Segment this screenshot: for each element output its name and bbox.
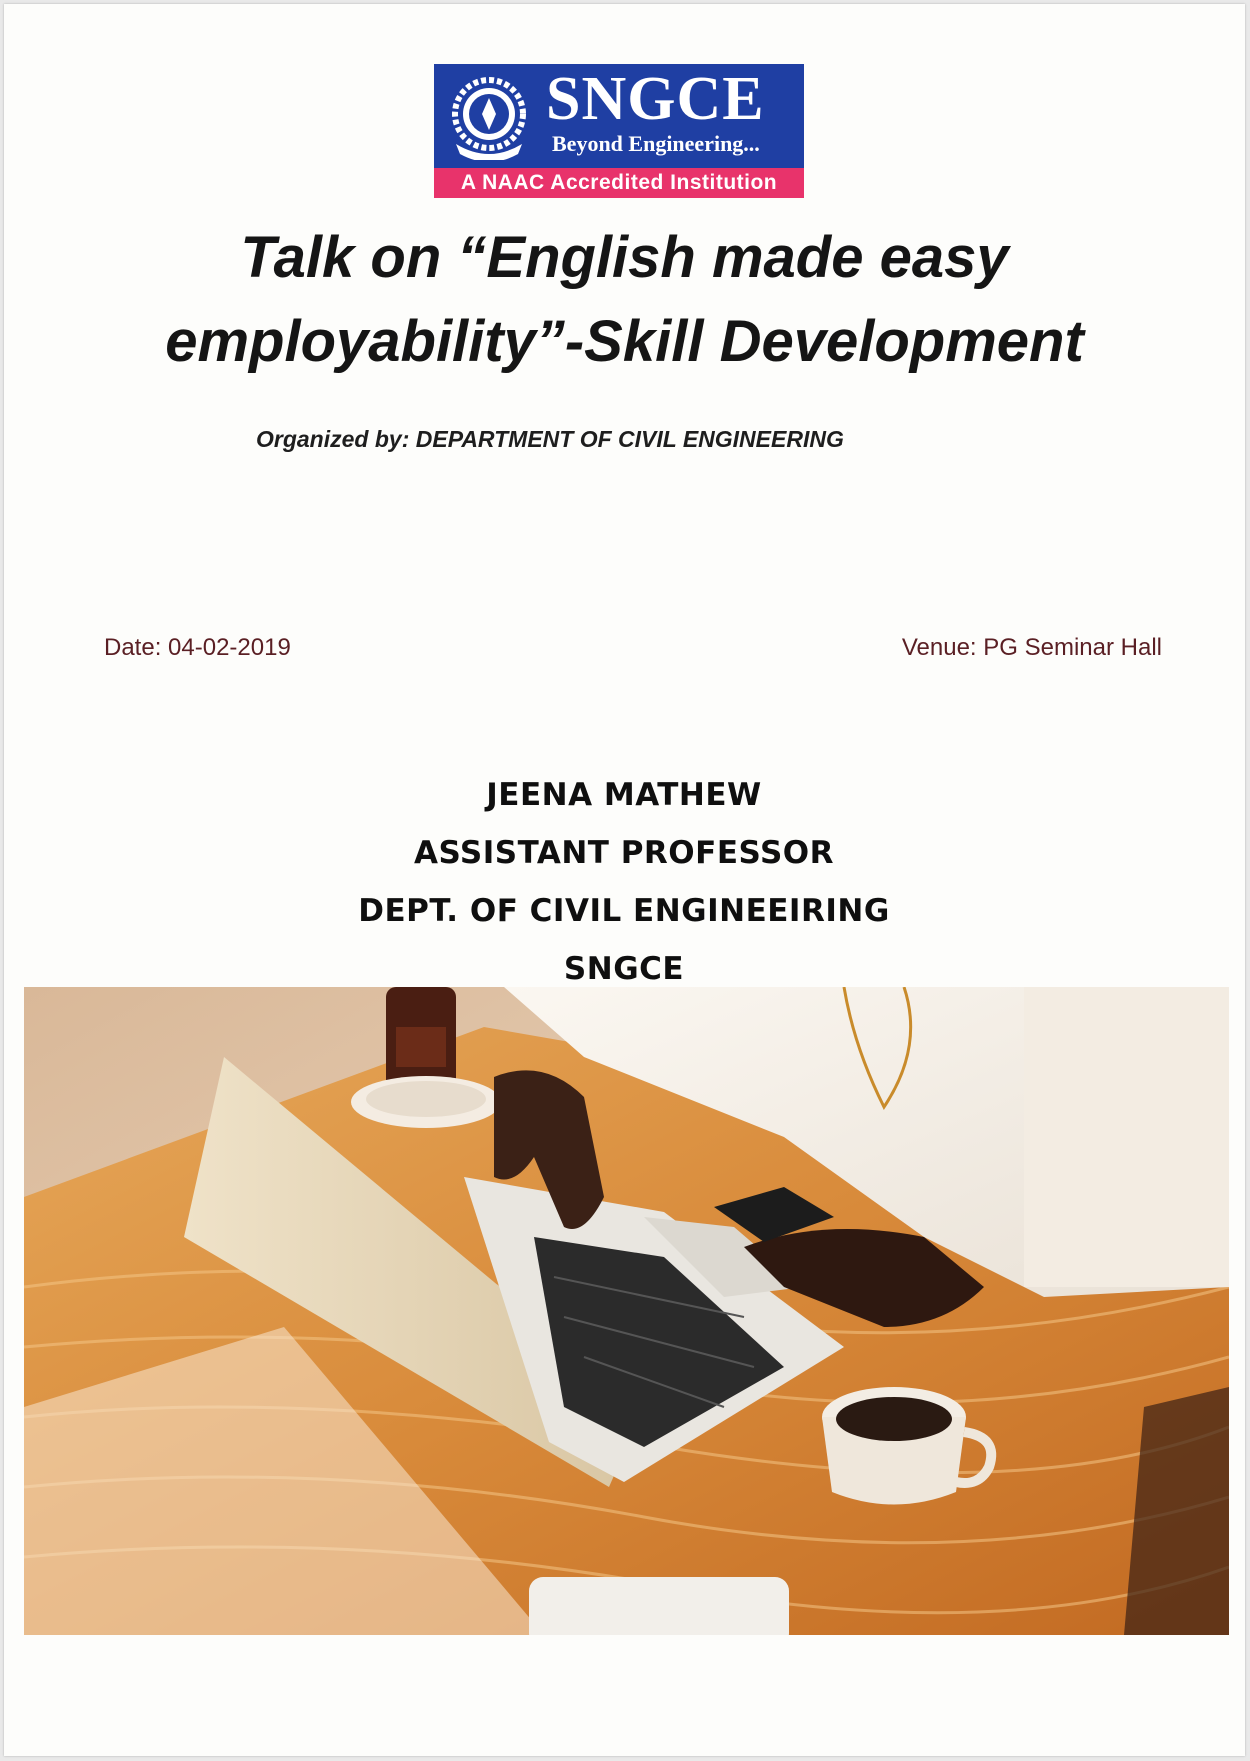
logo-name: SNGCE: [546, 65, 765, 133]
organizer-text: Organized by: DEPARTMENT OF CIVIL ENGINEERING: [256, 426, 844, 452]
speaker-name: JEENA MATHEW: [486, 777, 762, 813]
speaker-block: [284, 766, 964, 998]
event-venue: Venue: PG Seminar Hall: [901, 634, 1162, 661]
speaker-designation: ASSISTANT PROFESSOR: [413, 835, 834, 871]
speaker-institution: SNGCE: [563, 951, 685, 987]
speaker-department: DEPT. OF CIVIL ENGINEEIRING: [358, 893, 890, 929]
event-title-line-2: employability”-Skill Development: [165, 309, 1084, 374]
poster-page: [4, 4, 1245, 1756]
laptop-photo: [24, 987, 1229, 1635]
event-title: [44, 216, 1205, 384]
accreditation-band: A NAAC Accredited Institution: [434, 168, 804, 198]
institution-logo: [434, 64, 804, 198]
logo-tagline: Beyond Engineering...: [552, 131, 760, 156]
event-title-line-1: Talk on “English made easy: [240, 225, 1009, 290]
event-date: Date: 04-02-2019: [104, 634, 291, 661]
laptop-desk-illustration: [24, 987, 1229, 1635]
emblem-icon: [444, 74, 534, 160]
logo-blue-panel: [434, 64, 804, 168]
